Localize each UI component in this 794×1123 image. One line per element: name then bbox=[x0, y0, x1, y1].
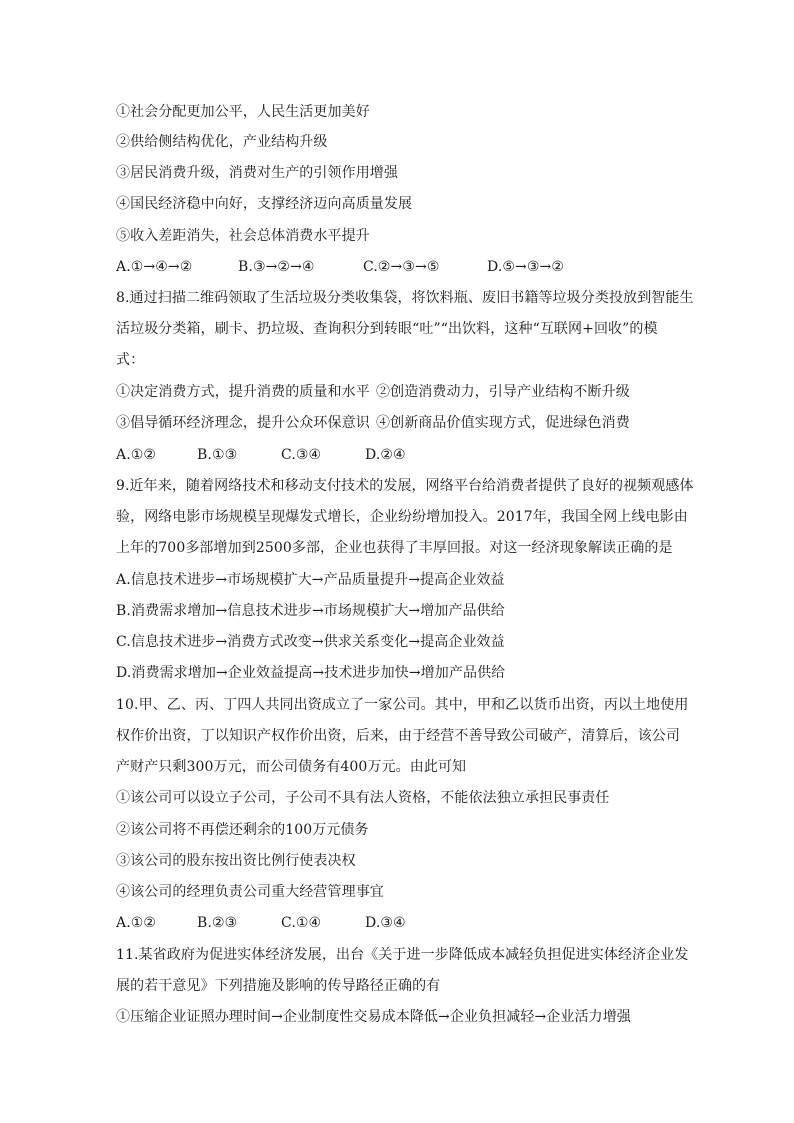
q10-option-d: D.③④ bbox=[365, 915, 406, 931]
q7-option-b: B.③→②→④ bbox=[238, 259, 315, 275]
q8-option-a: A.①② bbox=[116, 447, 157, 463]
q8-item-2: ②创造消费动力，引导产业结构不断升级 bbox=[376, 384, 630, 400]
q7-item-2: ②供给侧结构优化，产业结构升级 bbox=[116, 134, 328, 150]
q10-item-3: ③该公司的股东按出资比例行使表决权 bbox=[116, 853, 356, 869]
q8-stem-line-1: 8.通过扫描二维码领取了生活垃圾分类收集袋，将饮料瓶、废旧书籍等垃圾分类投放到智能生 bbox=[116, 290, 694, 306]
q8-option-b: B.①③ bbox=[197, 447, 238, 463]
q10-item-2: ②该公司将不再偿还剩余的100万元债务 bbox=[116, 822, 369, 838]
q9-stem-line-1: 9.近年来，随着网络技术和移动支付技术的发展，网络平台给消费者提供了良好的视频观感体 bbox=[116, 478, 694, 494]
q10-option-b: B.②③ bbox=[197, 915, 238, 931]
q10-stem-line-3: 产财产只剩300万元，而公司债务有400万元。由此可知 bbox=[116, 759, 467, 775]
q9-option-c: C.信息技术进步→消费方式改变→供求关系变化→提高企业效益 bbox=[116, 634, 505, 650]
q8-stem-line-3: 式： bbox=[116, 352, 145, 368]
q9-option-b: B.消费需求增加→信息技术进步→市场规模扩大→增加产品供给 bbox=[116, 603, 505, 619]
q8-item-3: ③倡导循环经济理念，提升公众环保意识 bbox=[116, 415, 370, 431]
q8-item-1: ①决定消费方式，提升消费的质量和水平 bbox=[116, 384, 370, 400]
q10-option-a: A.①② bbox=[116, 915, 157, 931]
q10-item-1: ①该公司可以设立子公司，子公司不具有法人资格，不能依法独立承担民事责任 bbox=[116, 790, 610, 806]
q11-stem-line-2: 展的若干意见》下列措施及影响的传导路径正确的有 bbox=[116, 978, 441, 994]
q7-item-1: ①社会分配更加公平，人民生活更加美好 bbox=[116, 104, 370, 120]
q9-stem-line-3: 上年的700多部增加到2500多部，企业也获得了丰厚回报。对这一经济现象解读正确的是 bbox=[116, 540, 673, 556]
q8-options bbox=[116, 445, 406, 465]
q7-option-c: C.②→③→⑤ bbox=[363, 259, 440, 275]
q8-option-d: D.②④ bbox=[365, 447, 406, 463]
q7-item-5: ⑤收入差距消失，社会总体消费水平提升 bbox=[116, 228, 370, 244]
q7-option-a: A.①→④→② bbox=[116, 259, 193, 275]
q11-item-1: ①压缩企业证照办理时间→企业制度性交易成本降低→企业负担减轻→企业活力增强 bbox=[116, 1009, 631, 1025]
q8-stem-line-2: 活垃圾分类箱，刷卡、扔垃圾、查询积分到转眼“吐”“出饮料，这种“互联网+回收”的模 bbox=[116, 321, 658, 337]
q7-options bbox=[116, 257, 564, 277]
q8-items-row-1 bbox=[116, 382, 630, 402]
q7-item-3: ③居民消费升级，消费对生产的引领作用增强 bbox=[116, 165, 398, 181]
q10-option-c: C.①④ bbox=[281, 915, 322, 931]
q11-stem-line-1: 11.某省政府为促进实体经济发展，出台《关于进一步降低成本减轻负担促进实体经济企业发 bbox=[116, 947, 689, 963]
q10-stem-line-1: 10.甲、乙、丙、丁四人共同出资成立了一家公司。其中，甲和乙以货币出资，丙以土地使用 bbox=[116, 697, 689, 713]
q7-option-d: D.⑤→③→② bbox=[487, 259, 564, 275]
q8-option-c: C.③④ bbox=[281, 447, 322, 463]
q9-option-d: D.消费需求增加→企业效益提高→技术进步加快→增加产品供给 bbox=[116, 665, 506, 681]
q10-options bbox=[116, 913, 406, 933]
q9-option-a: A.信息技术进步→市场规模扩大→产品质量提升→提高企业效益 bbox=[116, 572, 505, 588]
q8-item-4: ④创新商品价值实现方式，促进绿色消费 bbox=[376, 415, 630, 431]
q8-items-row-2 bbox=[116, 413, 630, 433]
q9-stem-line-2: 验，网络电影市场规模呈现爆发式增长，企业纷纷增加投入。2017年，我国全网上线电影由 bbox=[116, 509, 688, 525]
q10-item-4: ④该公司的经理负责公司重大经营管理事宜 bbox=[116, 884, 384, 900]
q7-item-4: ④国民经济稳中向好，支撑经济迈向高质量发展 bbox=[116, 196, 413, 212]
q10-stem-line-2: 权作价出资，丁以知识产权作价出资，后来，由于经营不善导致公司破产，清算后，该公司 bbox=[116, 728, 680, 744]
